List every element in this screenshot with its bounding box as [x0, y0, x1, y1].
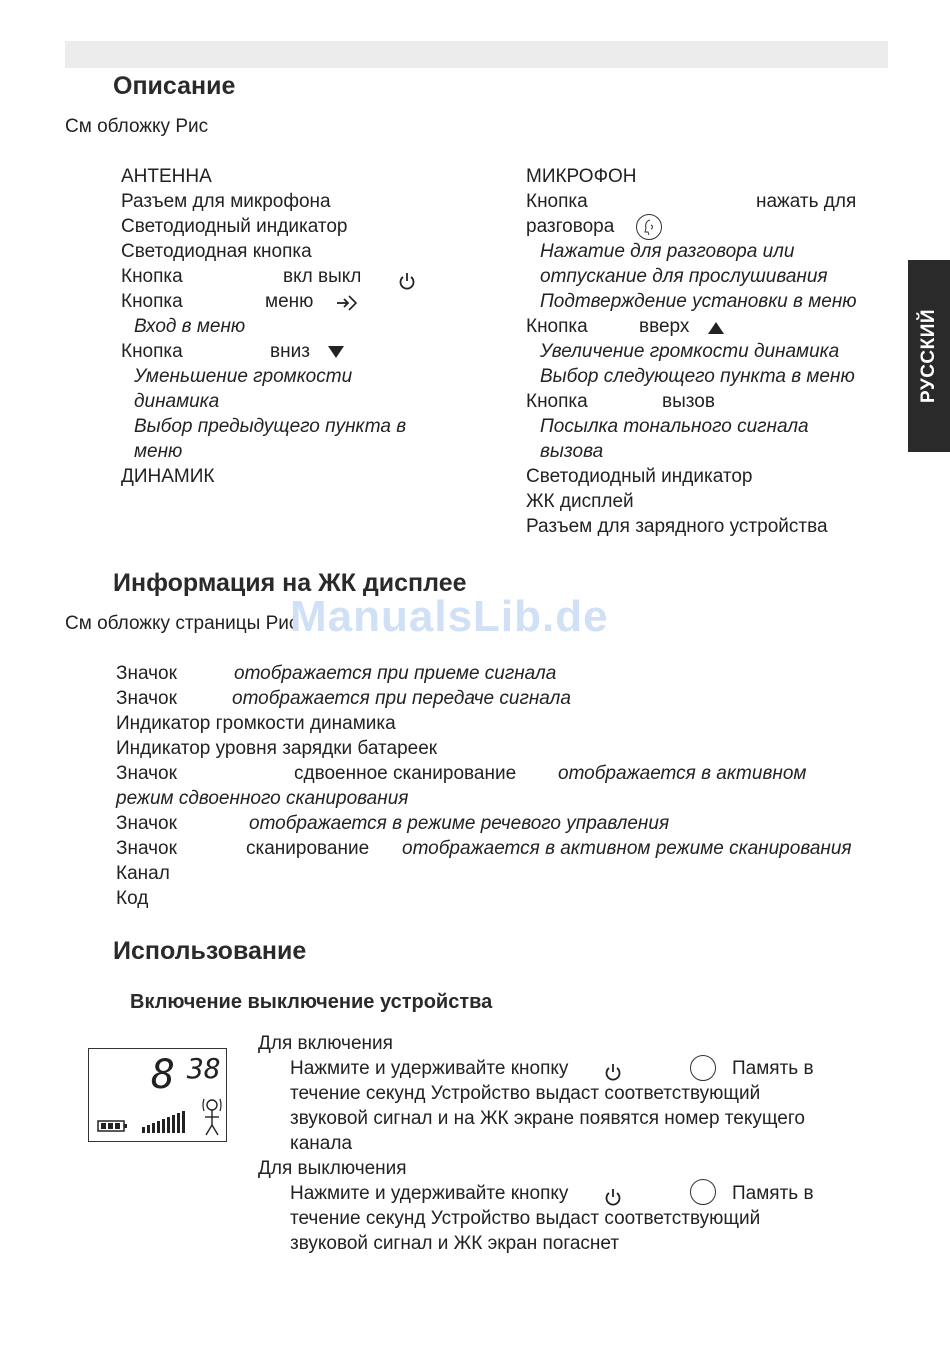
- left-item: Кнопка: [121, 341, 183, 362]
- talk-face-icon: [637, 215, 661, 239]
- usage-subtitle: Включение выключение устройства: [130, 991, 493, 1013]
- battery-icon: [97, 1119, 129, 1133]
- power-on-line: течение секунд Устройство выдаст соответствующий: [290, 1083, 761, 1104]
- right-item: МИКРОФОН: [526, 166, 637, 187]
- power-on-line: Нажмите и удерживайте кнопку: [290, 1058, 569, 1079]
- description-intro: См обложку Рис: [65, 116, 209, 137]
- lcd-row-label: режим сдвоенного сканирования: [116, 788, 409, 809]
- menu-enter-icon: [335, 292, 359, 314]
- lcd-digit: 8: [151, 1052, 176, 1098]
- down-arrow-icon: [327, 345, 345, 359]
- right-item: Подтверждение установки в меню: [540, 291, 857, 312]
- right-item: Нажатие для разговора или: [540, 241, 795, 262]
- volume-bars-icon: [141, 1109, 187, 1135]
- lcd-info-title: Информация на ЖК дисплее: [113, 569, 467, 597]
- power-on-line: звуковой сигнал и на ЖК экране появятся номер текущего: [290, 1108, 805, 1129]
- watermark: ManualsLib.de: [290, 592, 609, 641]
- right-item: Посылка тонального сигнала: [540, 416, 809, 437]
- right-item: Кнопка: [526, 191, 588, 212]
- lcd-row-label: Значок: [116, 663, 177, 684]
- right-item: вызова: [540, 441, 604, 462]
- left-item: Разъем для микрофона: [121, 191, 331, 212]
- talk-icon: [636, 214, 662, 240]
- menu-label: меню: [265, 291, 314, 312]
- power-icon: [603, 1186, 623, 1208]
- button-circle-icon: [690, 1179, 716, 1205]
- lcd-row-label: Индикатор громкости динамика: [116, 713, 396, 734]
- on-off-label: вкл выкл: [283, 266, 362, 287]
- power-icon: [603, 1061, 623, 1083]
- left-item: Кнопка: [121, 266, 183, 287]
- left-item: Уменьшение громкости: [134, 366, 353, 387]
- lcd-illustration: [88, 1048, 227, 1142]
- left-item: Светодиодная кнопка: [121, 241, 312, 262]
- power-on-line: канала: [290, 1133, 353, 1154]
- right-item: отпускание для прослушивания: [540, 266, 828, 287]
- right-item: Выбор следующего пункта в меню: [540, 366, 855, 387]
- press-for-label: нажать для: [756, 191, 857, 212]
- usage-title: Использование: [113, 937, 307, 965]
- lcd-row-label: Индикатор уровня зарядки батареек: [116, 738, 438, 759]
- down-label: вниз: [270, 341, 310, 362]
- header-bar: [65, 41, 888, 68]
- lcd-row-text: отображается при приеме сигнала: [234, 663, 557, 684]
- power-on-heading: Для включения: [258, 1033, 393, 1054]
- up-label: вверх: [639, 316, 690, 337]
- description-title: Описание: [113, 72, 236, 100]
- lcd-row-text: отображается в активном режиме сканирования: [402, 838, 852, 859]
- power-on-line: Память в: [732, 1058, 814, 1079]
- person-signal-icon: [201, 1093, 223, 1137]
- lcd-row-label: Код: [116, 888, 149, 909]
- lcd-row-mid: сдвоенное сканирование: [294, 763, 517, 784]
- right-item: Увеличение громкости динамика: [540, 341, 840, 362]
- left-item: ДИНАМИК: [121, 466, 215, 487]
- right-item: разговора: [526, 216, 615, 237]
- power-off-heading: Для выключения: [258, 1158, 407, 1179]
- lcd-row-text: отображается в активном: [558, 763, 807, 784]
- power-off-line: Нажмите и удерживайте кнопку: [290, 1183, 569, 1204]
- power-off-line: течение секунд Устройство выдаст соответствующий: [290, 1208, 761, 1229]
- right-item: ЖК дисплей: [526, 491, 634, 512]
- left-item: АНТЕННА: [121, 166, 212, 187]
- lcd-row-text: отображается в режиме речевого управления: [249, 813, 670, 834]
- lcd-row-label: Значок: [116, 813, 177, 834]
- right-item: Кнопка: [526, 316, 588, 337]
- lcd-row-label: Значок: [116, 763, 177, 784]
- language-tab-label: РУССКИЙ: [918, 308, 939, 404]
- power-off-line: звуковой сигнал и ЖК экран погаснет: [290, 1233, 620, 1254]
- right-item: Разъем для зарядного устройства: [526, 516, 828, 537]
- right-item: Светодиодный индикатор: [526, 466, 753, 487]
- left-item: Светодиодный индикатор: [121, 216, 348, 237]
- right-item: Кнопка: [526, 391, 588, 412]
- up-arrow-icon: [707, 321, 725, 335]
- left-item: Кнопка: [121, 291, 183, 312]
- lcd-row-label: Значок: [116, 688, 177, 709]
- lcd-info-intro: См обложку страницы Рис: [65, 613, 299, 634]
- lcd-row-text: отображается при передаче сигнала: [232, 688, 571, 709]
- language-tab: [908, 260, 950, 452]
- power-icon: [397, 270, 417, 292]
- left-item: динамика: [134, 391, 220, 412]
- left-item: меню: [134, 441, 183, 462]
- left-item: Выбор предыдущего пункта в: [134, 416, 407, 437]
- lcd-channel: 38: [187, 1052, 221, 1085]
- lcd-row-mid: сканирование: [246, 838, 370, 859]
- lcd-row-label: Канал: [116, 863, 170, 884]
- lcd-row-label: Значок: [116, 838, 177, 859]
- power-off-line: Память в: [732, 1183, 814, 1204]
- button-circle-icon: [690, 1055, 716, 1081]
- call-label: вызов: [662, 391, 715, 412]
- left-item: Вход в меню: [134, 316, 246, 337]
